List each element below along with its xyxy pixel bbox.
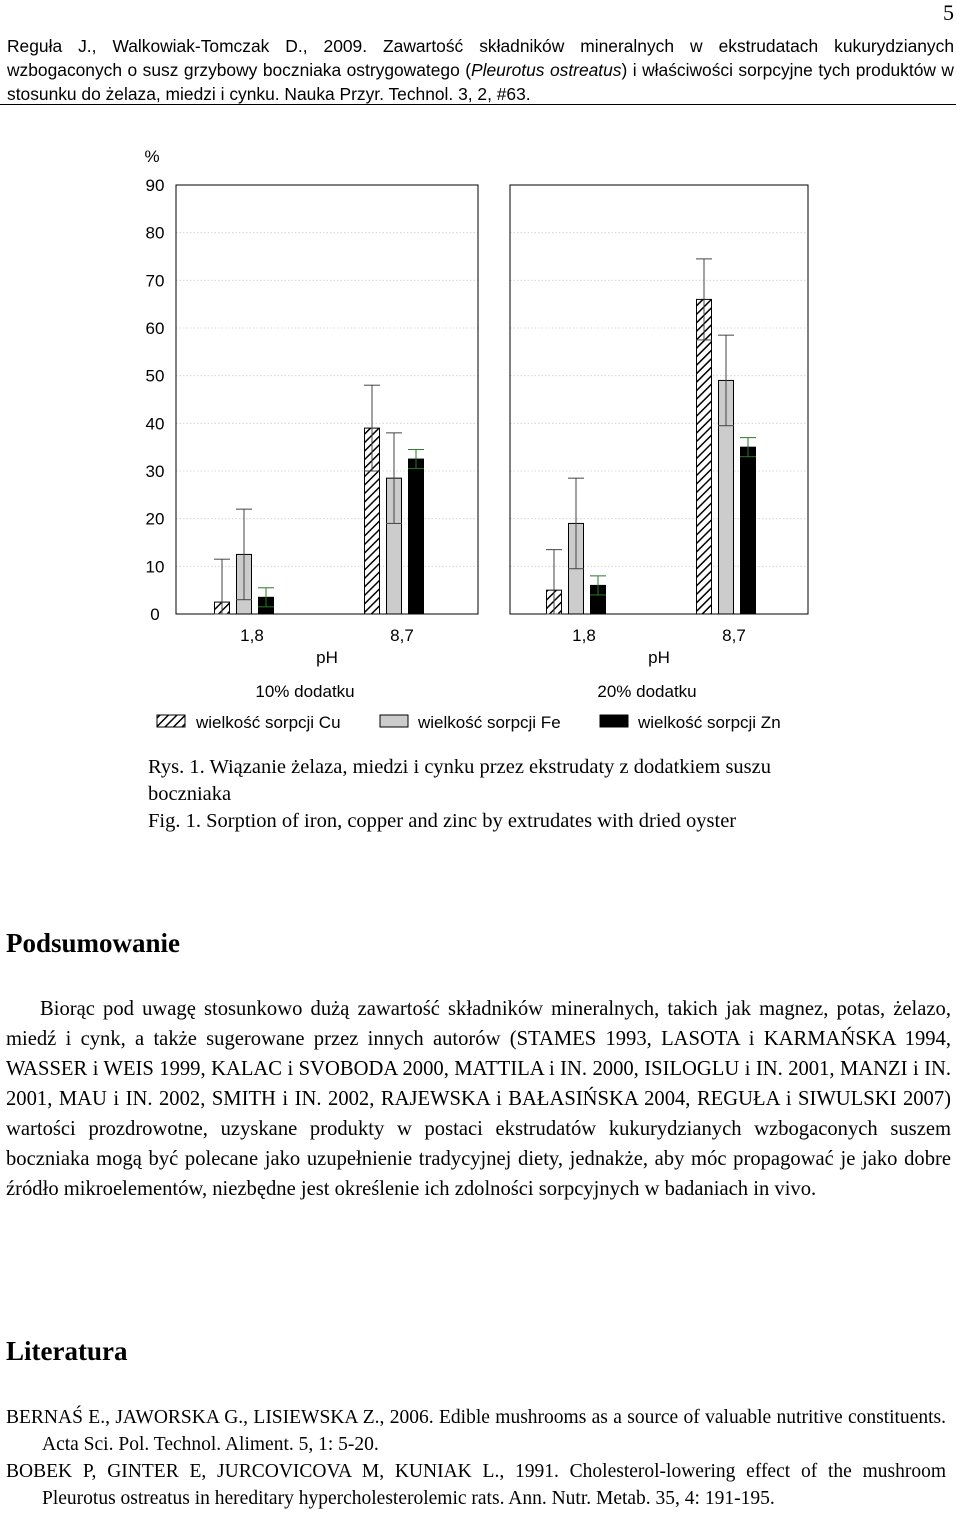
legend-label: wielkość sorpcji Zn	[638, 713, 781, 732]
legend-label: wielkość sorpcji Fe	[418, 713, 561, 732]
section-heading-summary: Podsumowanie	[6, 928, 181, 958]
y-tick-label: 40	[145, 414, 165, 434]
y-tick-label: 60	[145, 319, 165, 338]
legend-swatch	[380, 715, 408, 727]
y-tick-label: 50	[145, 366, 165, 386]
x-axis-label: pH	[316, 648, 338, 667]
citation-part-2: ) i właściwości sorpcyjne tych produktów w stosunku do żelaza, miedzi i cynku. Nauka Przyr. Technol. 3, 2, #63.	[7, 60, 954, 104]
x-tick-label: 1,8	[572, 626, 596, 645]
y-tick-label: 0	[150, 605, 160, 624]
bar	[741, 447, 756, 614]
page-number: 5	[943, 0, 954, 25]
y-tick-label: 30	[145, 462, 165, 481]
running-header	[7, 34, 954, 106]
section-heading-literature: Literatura	[6, 1336, 128, 1366]
y-tick-label: 20	[145, 509, 165, 529]
figure-caption-english: Fig. 1. Sorption of iron, copper and zinc by extrudates with dried oyster	[148, 810, 737, 832]
panel-label: 10% dodatku	[255, 682, 355, 701]
citation-species-name: Pleurotus ostreatus	[471, 60, 622, 80]
x-tick-label: 8,7	[722, 626, 746, 645]
y-tick-label: 90	[145, 176, 165, 195]
y-axis-unit-label: %	[144, 147, 160, 166]
reference-item: BERNAŚ E., JAWORSKA G., LISIEWSKA Z., 2006. Edible mushrooms as a source of valuable nutritive constituents. Acta Sci. Pol. Technol. Aliment. 5, 1: 5-20.	[6, 1407, 946, 1455]
y-tick-label: 10	[145, 557, 165, 577]
x-tick-label: 8,7	[390, 626, 414, 645]
header-rule	[0, 104, 956, 105]
plot-frame	[176, 185, 478, 614]
bar	[409, 459, 424, 614]
legend-label: wielkość sorpcji Cu	[196, 713, 341, 732]
x-axis-label: pH	[648, 648, 670, 667]
summary-paragraph: Biorąc pod uwagę stosunkowo dużą zawartość składników mineralnych, takich jak magnez, potas, żelazo, miedź i cynk, a także sugerowane przez innych autorów (STAMES 1993, LASOTA i KARMAŃSKA 1994, WASSER i WEIS 1999, KALAC i SVOBODA 2000, MATTILA i IN. 2000, ISILOGLU i IN. 2001, MANZI i IN. 2001, MAU i IN. 2002, SMITH i IN. 2002, RAJEWSKA i BAŁASIŃSKA 2004, REGUŁA i SIWULSKI 2007) wartości prozdrowotne, uzyskane produkty w postaci ekstrudatów kukurydzianych wzbogaconych suszem boczniaka mogą być polecane jako uzupełnienie tradycyjnej diety, jednakże, aby móc propagować je jako dobre źródło mikroelementów, niezbędne jest określenie ich zdolności sorpcyjnych w badaniach in vivo.	[6, 998, 951, 1200]
panel-label: 20% dodatku	[597, 682, 697, 701]
y-tick-label: 80	[145, 223, 165, 243]
citation-part-1: Reguła J., Walkowiak-Tomczak D., 2009. Zawartość składników mineralnych w ekstrudatach kukurydzianych wzbogaconych o susz grzybowy boczniaka ostrygowatego (	[7, 36, 954, 80]
reference-item: BOBEK P, GINTER E, JURCOVICOVA M, KUNIAK L., 1991. Cholesterol-lowering effect of the mushroom Pleurotus ostreatus in hereditary hypercholesterolemic rats. Ann. Nutr. Metab. 35, 4: 191-195.	[6, 1461, 946, 1509]
legend-swatch	[157, 715, 185, 727]
sorption-chart	[0, 130, 960, 740]
x-tick-label: 1,8	[240, 626, 264, 645]
y-tick-label: 70	[145, 271, 165, 291]
legend-swatch	[600, 715, 628, 727]
figure-caption-polish: Rys. 1. Wiązanie żelaza, miedzi i cynku przez ekstrudaty z dodatkiem suszu boczniaka	[148, 756, 771, 805]
bar	[697, 299, 712, 614]
